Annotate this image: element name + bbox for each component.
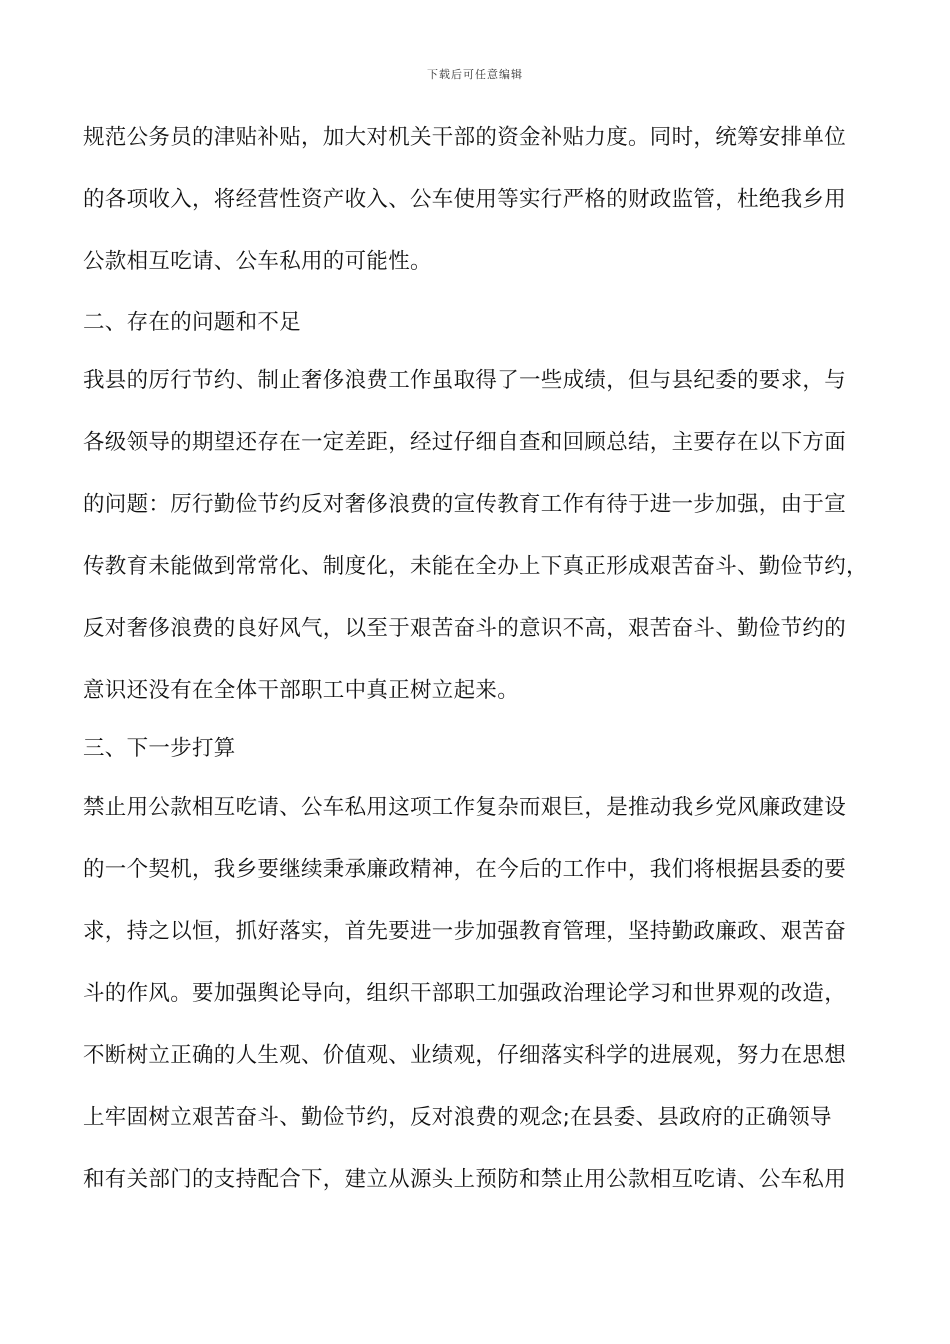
text-line: 的各项收入，将经营性资产收入、公车使用等实行严格的财政监管，杜绝我乡用 [83, 187, 847, 212]
text-line: 的问题：厉行勤俭节约反对奢侈浪费的宣传教育工作有待于进一步加强，由于宣 [83, 492, 847, 517]
text-line: 规范公务员的津贴补贴，加大对机关干部的资金补贴力度。同时，统筹安排单位 [83, 125, 847, 150]
section-heading: 三、下一步打算 [83, 736, 236, 761]
text-line: 斗的作风。要加强舆论导向，组织干部职工加强政治理论学习和世界观的改造， [83, 981, 847, 1006]
text-line: 上牢固树立艰苦奋斗、勤俭节约，反对浪费的观念;在县委、县政府的正确领导 [83, 1105, 832, 1130]
section-heading: 二、存在的问题和不足 [83, 310, 302, 335]
text-line: 我县的厉行节约、制止奢侈浪费工作虽取得了一些成绩，但与县纪委的要求，与 [83, 368, 847, 393]
text-line: 的一个契机，我乡要继续秉承廉政精神，在今后的工作中，我们将根据县委的要 [83, 857, 847, 882]
text-line: 和有关部门的支持配合下，建立从源头上预防和禁止用公款相互吃请、公车私用 [83, 1167, 847, 1192]
text-line: 公款相互吃请、公车私用的可能性。 [83, 249, 432, 274]
text-line: 禁止用公款相互吃请、公车私用这项工作复杂而艰巨，是推动我乡党风廉政建设 [83, 795, 847, 820]
text-line: 反对奢侈浪费的良好风气，以至于艰苦奋斗的意识不高，艰苦奋斗、勤俭节约的 [83, 616, 847, 641]
text-line: 求，持之以恒，抓好落实，首先要进一步加强教育管理，坚持勤政廉政、艰苦奋 [83, 919, 847, 944]
text-line: 各级领导的期望还存在一定差距，经过仔细自查和回顾总结，主要存在以下方面 [83, 430, 847, 455]
text-line: 意识还没有在全体干部职工中真正树立起来。 [83, 678, 520, 703]
page-header: 下载后可任意编辑 [427, 68, 523, 81]
text-line: 传教育未能做到常常化、制度化，未能在全办上下真正形成艰苦奋斗、勤俭节约， [83, 554, 868, 579]
text-line: 不断树立正确的人生观、价值观、业绩观，仔细落实科学的进展观，努力在思想 [83, 1043, 847, 1068]
